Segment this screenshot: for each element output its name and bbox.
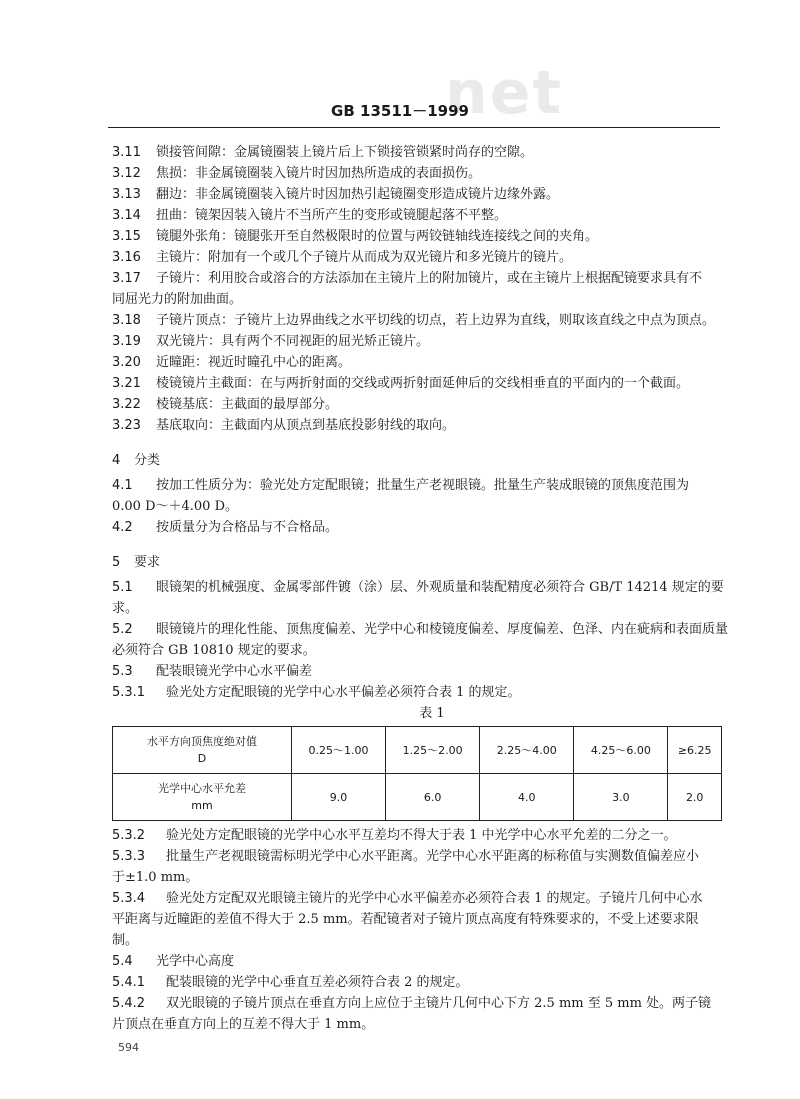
definition-continuation: 同屈光力的附加曲面。 [112, 292, 243, 307]
clause-4-2: 4.2 按质量分为合格品与不合格品。 [112, 520, 339, 535]
clause-5-4-2: 5.4.2 双光眼镜的子镜片顶点在垂直方向上应位于主镜片几何中心下方 2.5 mm 至 5 mm 处。两子镜 [112, 996, 712, 1011]
clause-5-3-4-continuation: 制。 [112, 933, 139, 948]
page-number: 594 [118, 1041, 139, 1054]
clause-5-3-1: 5.3.1 验光处方定配眼镜的光学中心水平偏差必须符合表 1 的规定。 [112, 685, 521, 700]
definition-item: 3.20 近瞳距：视近时瞳孔中心的距离。 [112, 355, 352, 370]
standard-number: GB 13511－1999 [331, 102, 469, 120]
definitions-list [112, 142, 724, 436]
table-cell: 6.0 [386, 774, 480, 821]
definition-item: 3.23 基底取向：主截面内从顶点到基底投影射线的取向。 [112, 418, 456, 433]
section-5-heading: 5 要求 [112, 555, 161, 570]
clause-5-4-1: 5.4.1 配装眼镜的光学中心垂直互差必须符合表 2 的规定。 [112, 975, 469, 990]
definition-item: 3.22 棱镜基底：主截面的最厚部分。 [112, 397, 339, 412]
clause-5-3-3: 5.3.3 批量生产老视眼镜需标明光学中心水平距离。光学中心水平距离的标称值与实测数值偏差应小 [112, 849, 700, 864]
definition-item: 3.13 翻边：非金属镜圈装入镜片时因加热引起镜圈变形造成镜片边缘外露。 [112, 187, 560, 202]
table-cell: ≥6.25 [668, 727, 722, 774]
clause-5-2: 5.2 眼镜镜片的理化性能、顶焦度偏差、光学中心和棱镜度偏差、厚度偏差、色泽、内在疵病和表面质量 [112, 622, 729, 637]
definition-item: 3.12 焦损：非金属镜圈装入镜片时因加热所造成的表面损伤。 [112, 166, 482, 181]
table-row-header: 光学中心水平允差 mm [113, 774, 292, 821]
clause-5-1: 5.1 眼镜架的机械强度、金属零部件镀（涂）层、外观质量和装配精度必须符合 GB/T 14214 规定的要 [112, 580, 724, 595]
section-4-heading: 4 分类 [112, 453, 161, 468]
table-row [113, 727, 722, 774]
table-row [113, 774, 722, 821]
clause-5-3-2: 5.3.2 验光处方定配眼镜的光学中心水平互差均不得大于表 1 中光学中心水平允差的二分之一。 [112, 828, 677, 843]
definition-item: 3.21 棱镜镜片主截面：在与两折射面的交线或两折射面延伸后的交线相垂直的平面内的一个截面。 [112, 376, 690, 391]
table-cell: 9.0 [292, 774, 386, 821]
clause-5-3-4-continuation: 平距离与近瞳距的差值不得大于 2.5 mm。若配镜者对子镜片顶点高度有特殊要求的，不受上述要求限 [112, 912, 699, 927]
definition-item: 3.17 子镜片：利用胶合或溶合的方法添加在主镜片上的附加镜片，或在主镜片上根据配镜要求具有不 [112, 271, 703, 286]
definition-item: 3.11 锁接管间隙：金属镜圈装上镜片后上下锁接管锁紧时尚存的空隙。 [112, 145, 534, 160]
table-cell: 1.25～2.00 [386, 727, 480, 774]
table-row-header: 水平方向顶焦度绝对值 D [113, 727, 292, 774]
table-1 [112, 726, 722, 821]
definition-item: 3.19 双光镜片：具有两个不同视距的屈光矫正镜片。 [112, 334, 430, 349]
clause-5-3-3-continuation: 于±1.0 mm。 [112, 870, 199, 885]
watermark: net [445, 58, 564, 128]
clause-4-1-continuation: 0.00 D～＋4.00 D。 [112, 499, 239, 514]
clause-5-1-continuation: 求。 [112, 601, 139, 616]
table-1-caption: 表 1 [419, 706, 445, 721]
clause-5-2-continuation: 必须符合 GB 10810 规定的要求。 [112, 643, 316, 658]
clause-5-3: 5.3 配装眼镜光学中心水平偏差 [112, 664, 313, 679]
table-cell: 2.25～4.00 [480, 727, 574, 774]
table-cell: 0.25～1.00 [292, 727, 386, 774]
clause-5-3-4: 5.3.4 验光处方定配双光眼镜主镜片的光学中心水平偏差亦必须符合表 1 的规定。子镜片几何中心水 [112, 891, 703, 906]
definition-item: 3.15 镜腿外张角：镜腿张开至自然极限时的位置与两铰链轴线连接线之间的夹角。 [112, 229, 599, 244]
table-cell: 4.25～6.00 [574, 727, 668, 774]
definition-item: 3.16 主镜片：附加有一个或几个子镜片从而成为双光镜片和多光镜片的镜片。 [112, 250, 573, 265]
table-cell: 2.0 [668, 774, 722, 821]
body-content [112, 142, 729, 1035]
table-cell: 4.0 [480, 774, 574, 821]
clause-5-4: 5.4 光学中心高度 [112, 954, 235, 969]
table-cell: 3.0 [574, 774, 668, 821]
clause-4-1: 4.1 按加工性质分为：验光处方定配眼镜；批量生产老视眼镜。批量生产装成眼镜的顶焦度范围为 [112, 478, 690, 493]
definition-item: 3.14 扭曲：镜架因装入镜片不当所产生的变形或镜腿起落不平整。 [112, 208, 508, 223]
clause-5-4-2-continuation: 片顶点在垂直方向上的互差不得大于 1 mm。 [112, 1017, 375, 1032]
definition-item: 3.18 子镜片顶点：子镜片上边界曲线之水平切线的切点，若上边界为直线，则取该直线之中点为顶点。 [112, 313, 716, 328]
header-rule [108, 127, 720, 128]
